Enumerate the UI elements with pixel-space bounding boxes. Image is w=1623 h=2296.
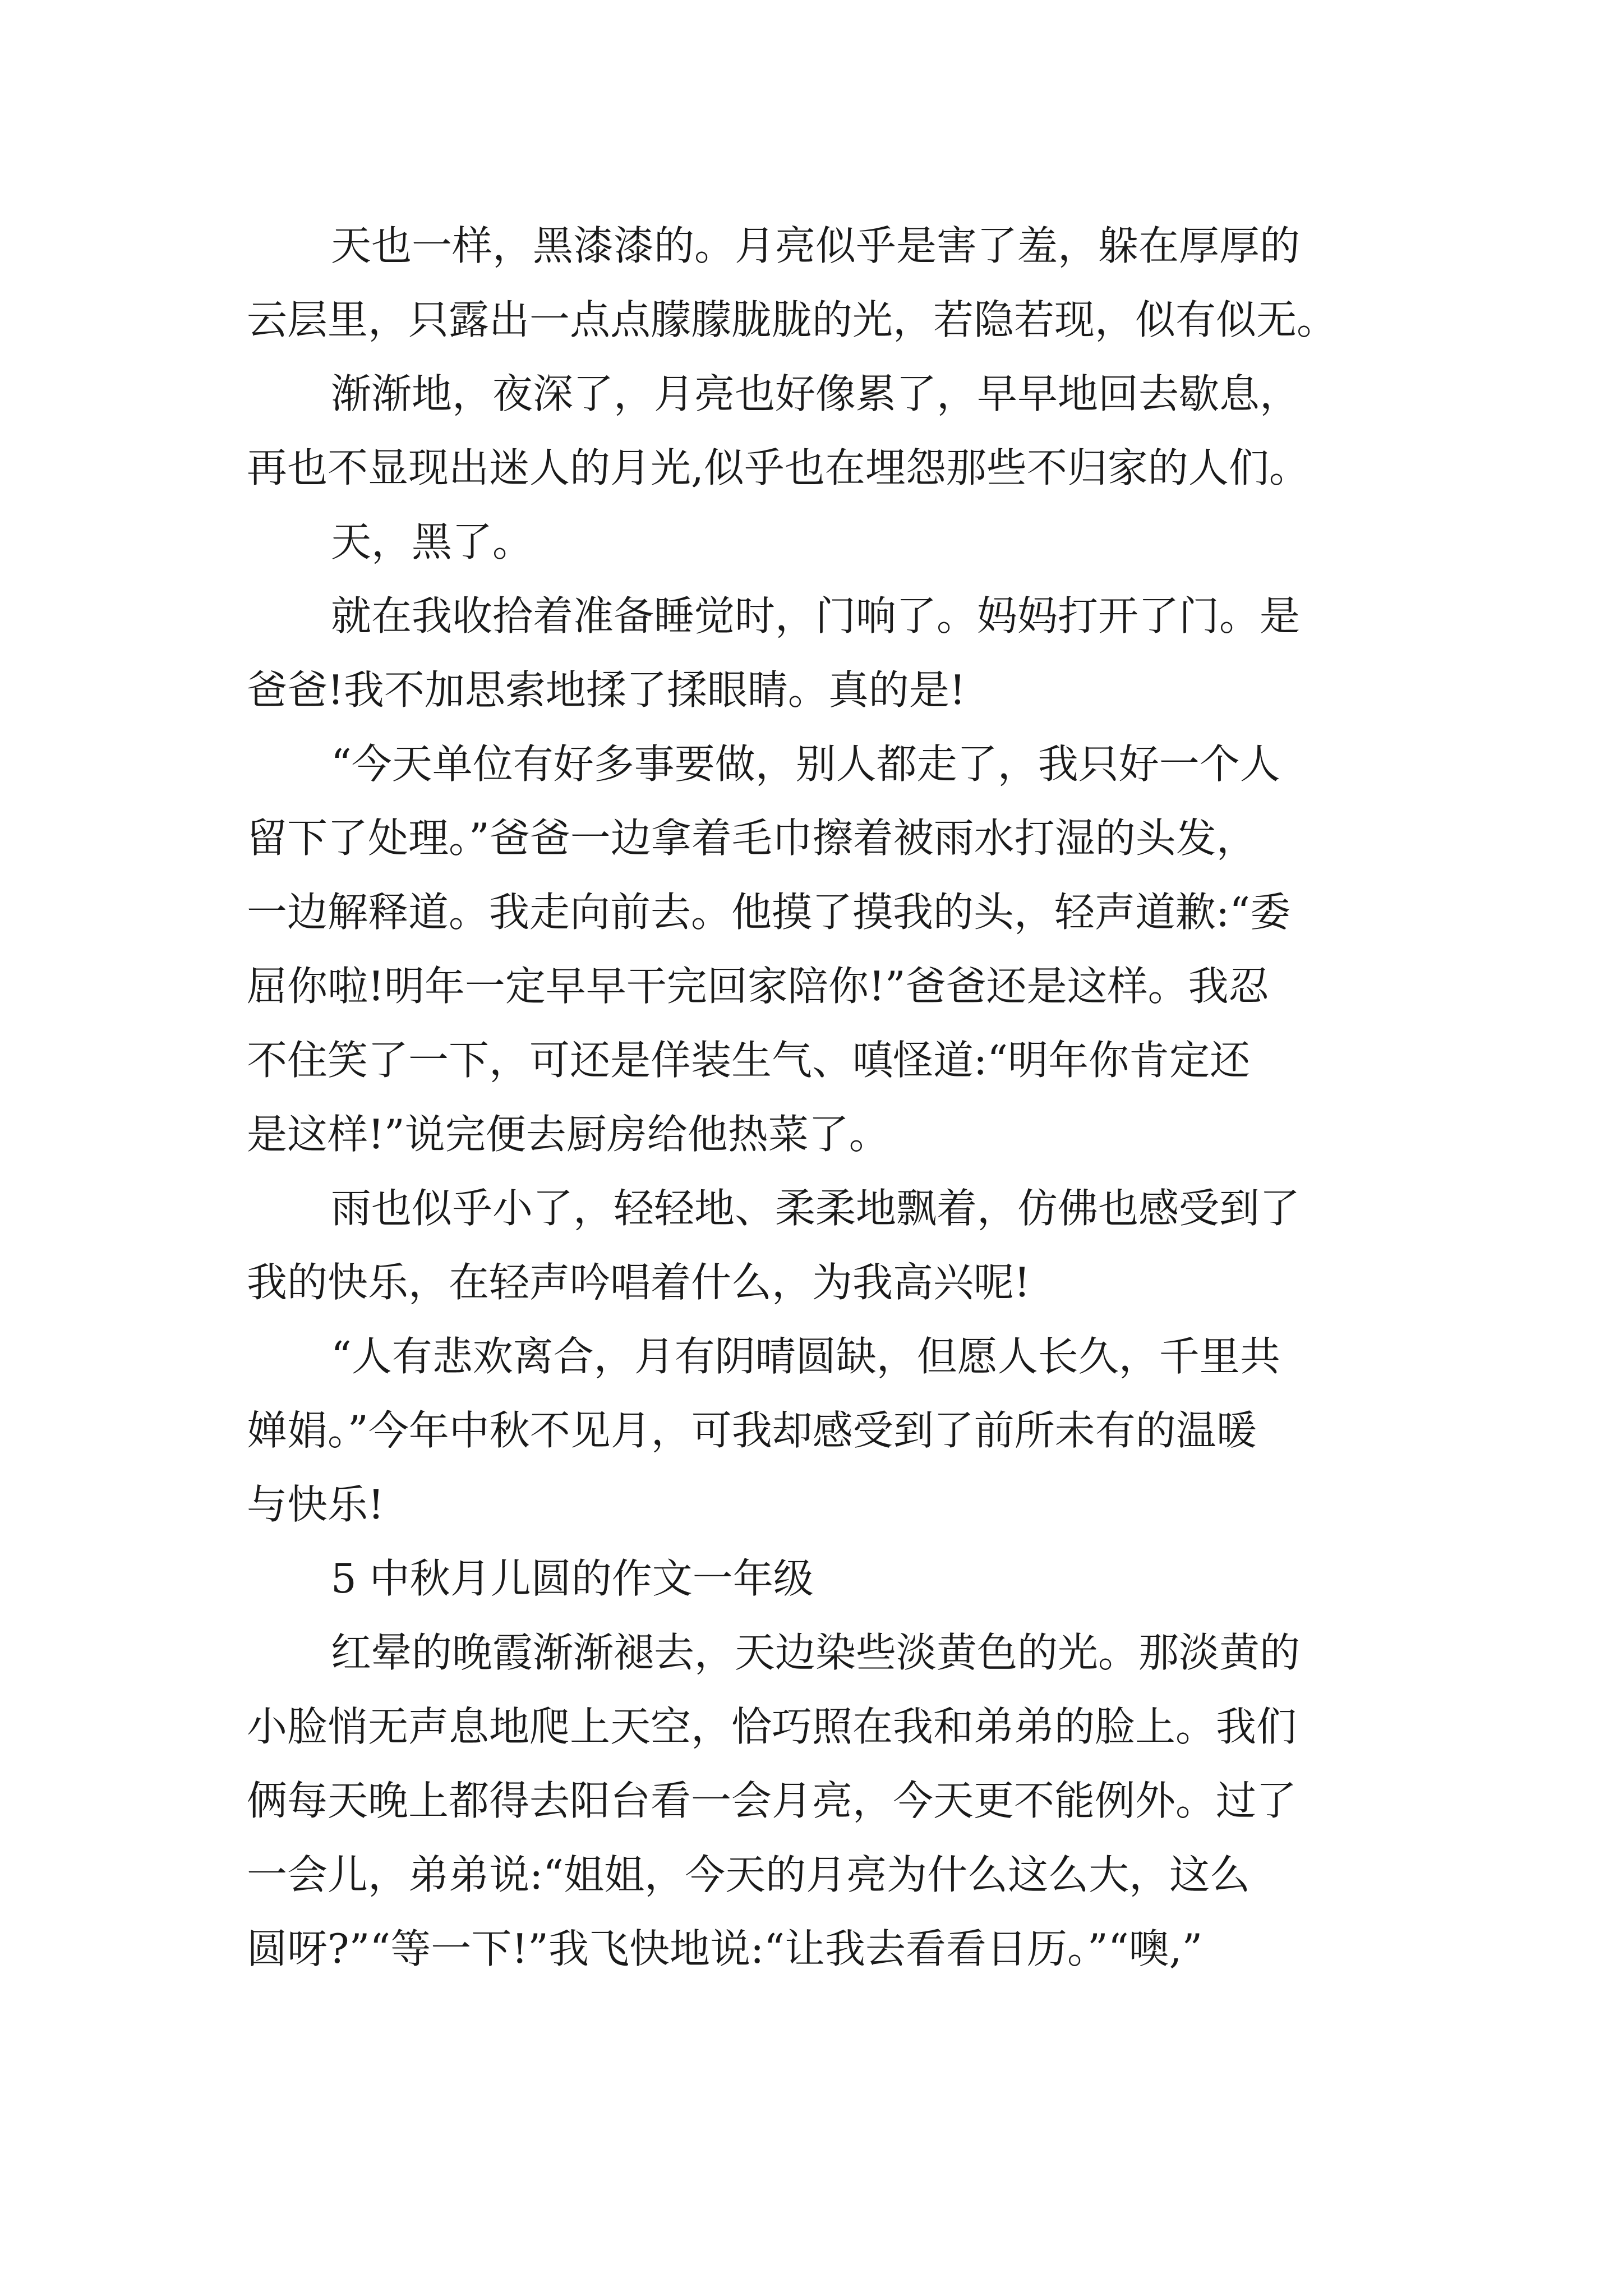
text-line: 俩每天晚上都得去阳台看一会月亮，今天更不能例外。过了 xyxy=(247,1777,1297,1824)
text-line: 与快乐! xyxy=(247,1481,384,1528)
text-line: 不住笑了一下，可还是佯装生气、嗔怪道:“明年你肯定还 xyxy=(247,1037,1251,1084)
text-line: 天也一样，黑漆漆的。月亮似乎是害了羞，躲在厚厚的 xyxy=(331,222,1301,269)
text-line: 一边解释道。我走向前去。他摸了摸我的头，轻声道歉:“委 xyxy=(247,889,1291,936)
text-line: 雨也似乎小了，轻轻地、柔柔地飘着，仿佛也感受到了 xyxy=(331,1185,1301,1232)
text-line: 渐渐地，夜深了，月亮也好像累了，早早地回去歇息， xyxy=(331,370,1301,417)
text-line: 留下了处理。”爸爸一边拿着毛巾擦着被雨水打湿的头发， xyxy=(247,815,1257,862)
text-line: 爸爸!我不加思索地揉了揉眼睛。真的是! xyxy=(247,666,966,714)
text-line: 婵娟。”今年中秋不见月，可我却感受到了前所未有的温暖 xyxy=(247,1407,1257,1454)
document-body xyxy=(247,209,1413,1986)
text-line: 是这样!”说完便去厨房给他热菜了。 xyxy=(247,1111,889,1158)
text-line: “今天单位有好多事要做，别人都走了，我只好一个人 xyxy=(331,740,1280,788)
text-line: 再也不显现出迷人的月光,似乎也在埋怨那些不归家的人们。 xyxy=(247,444,1310,491)
text-line: 红晕的晚霞渐渐褪去，天边染些淡黄色的光。那淡黄的 xyxy=(331,1629,1301,1676)
text-line: 屈你啦!明年一定早早干完回家陪你!”爸爸还是这样。我忍 xyxy=(247,963,1269,1010)
text-line: 圆呀?”“等一下!”我飞快地说:“让我去看看日历。”“噢,” xyxy=(247,1925,1203,1972)
text-line: 天，黑了。 xyxy=(331,518,533,565)
text-line: 就在我收拾着准备睡觉时，门响了。妈妈打开了门。是 xyxy=(331,592,1301,639)
text-line: 小脸悄无声息地爬上天空，恰巧照在我和弟弟的脸上。我们 xyxy=(247,1703,1297,1750)
text-line: 5 中秋月儿圆的作文一年级 xyxy=(331,1555,814,1602)
text-line: “人有悲欢离合，月有阴晴圆缺，但愿人长久，千里共 xyxy=(331,1333,1280,1380)
text-line: 我的快乐，在轻声吟唱着什么，为我高兴呢! xyxy=(247,1259,1030,1306)
text-line: 云层里，只露出一点点朦朦胧胧的光，若隐若现，似有似无。 xyxy=(247,296,1338,343)
text-line: 一会儿，弟弟说:“姐姐，今天的月亮为什么这么大，这么 xyxy=(247,1851,1251,1898)
